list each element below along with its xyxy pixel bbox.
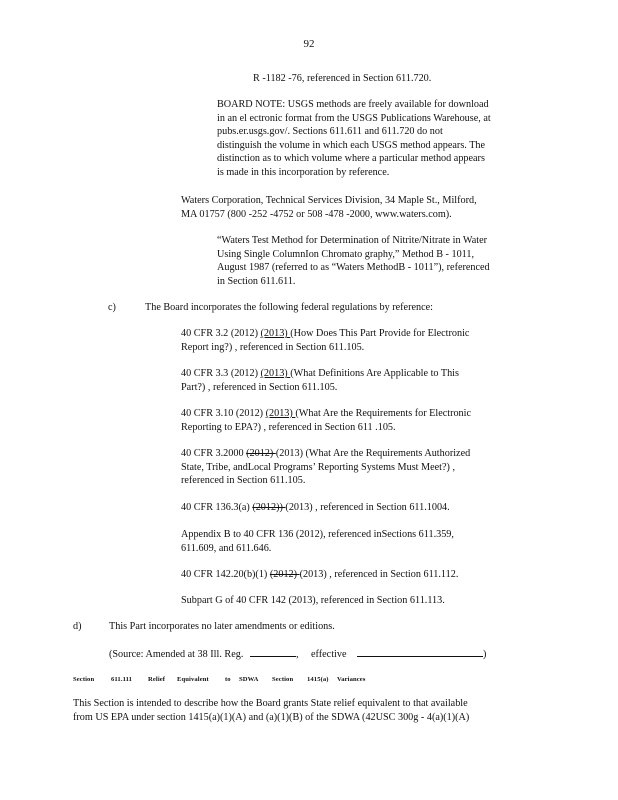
deleted-year: (2012)) bbox=[252, 502, 286, 513]
cfr-ref-appendix-b bbox=[181, 528, 454, 555]
cfr-ref-line: Appendix B to 40 CFR 136 (2012), referenced inSections 611.359, bbox=[181, 529, 454, 540]
effective-date-blank bbox=[357, 646, 483, 657]
cfr-title: (2013) (What Are the Requirements Authorized bbox=[275, 448, 471, 459]
section-heading-sec-num: 1415(a) bbox=[307, 676, 329, 683]
cfr-ref-line: Reporting to EPA?) , referenced in Section 611 .105. bbox=[181, 421, 396, 433]
waters-method-line: in Section 611.611. bbox=[217, 275, 296, 287]
section-body bbox=[73, 697, 469, 724]
cfr-ref-line: Part?) , referenced in Section 611.105. bbox=[181, 381, 338, 393]
cfr-ref-line bbox=[181, 367, 459, 381]
cfr-citation: 40 CFR 3.3 (2012) bbox=[181, 368, 261, 379]
source-note-effective: effective bbox=[311, 649, 347, 660]
board-note-line: in an el ectronic format from the USGS Publications Warehouse, at bbox=[217, 112, 491, 124]
section-body-line: This Section is intended to describe how the Board grants State relief equivalent to that available bbox=[73, 698, 468, 709]
cfr-ref-line: State, Tribe, andLocal Programs’ Reporting Systems Must Meet?) , bbox=[181, 461, 455, 473]
board-note-line: distinction as to which volume where a particular method appears bbox=[217, 153, 485, 164]
source-note-open: (Source: Amended at 38 Ill. Reg. bbox=[109, 649, 244, 660]
source-note-close: ) bbox=[483, 649, 487, 660]
section-body-line: from US EPA under section 1415(a)(1)(A) and (a)(1)(B) of the SDWA (42USC 300g - 4(a)(1)(A) bbox=[73, 711, 470, 723]
item-c-text: The Board incorporates the following federal regulations by reference: bbox=[145, 302, 433, 313]
cfr-title: (What Definitions Are Applicable to This bbox=[290, 368, 459, 379]
cfr-citation: 40 CFR 3.10 (2012) bbox=[181, 408, 266, 419]
waters-corporation-entry bbox=[181, 194, 477, 221]
waters-method-entry bbox=[217, 234, 490, 288]
section-heading-variances: Variances bbox=[337, 676, 366, 683]
cfr-ref-line: Report ing?) , referenced in Section 611.105. bbox=[181, 341, 365, 353]
waters-method-line: August 1987 (referred to as “Waters MethodB - 1011”), referenced bbox=[217, 262, 490, 273]
register-page-blank bbox=[250, 646, 296, 657]
cfr-title: (2013) , referenced in Section 611.1004. bbox=[285, 502, 450, 513]
section-heading-section: Section bbox=[272, 676, 294, 683]
cfr-ref-136-3 bbox=[181, 501, 450, 515]
cfr-citation: 40 CFR 3.2000 bbox=[181, 448, 247, 459]
cfr-ref-subpart-g bbox=[181, 594, 445, 608]
cfr-ref-3-3 bbox=[181, 367, 459, 394]
deleted-year: (2012) bbox=[269, 569, 300, 580]
section-heading-number: 611.111 bbox=[111, 676, 133, 683]
cfr-citation: 40 CFR 3.2 (2012) bbox=[181, 328, 261, 339]
cfr-citation: 40 CFR 136.3(a) bbox=[181, 502, 253, 513]
waters-method-line: “Waters Test Method for Determination of Nitrite/Nitrate in Water bbox=[217, 235, 487, 246]
waters-method-line: Using Single ColumnIon Chromato graphy,” Method B - 1011, bbox=[217, 248, 475, 260]
section-heading-relief: Relief bbox=[148, 676, 166, 683]
item-c-marker: c) bbox=[108, 302, 116, 313]
board-note-line: BOARD NOTE: USGS methods are freely available for download bbox=[217, 99, 489, 110]
cfr-ref-3-2000 bbox=[181, 447, 470, 488]
board-note-line: pubs.er.usgs.gov/. Sections 611.611 and 611.720 do not bbox=[217, 126, 443, 137]
source-note: (Source: Amended at 38 Ill. Reg. , effective ) bbox=[109, 646, 509, 662]
board-note-line: distinguish the volume in which each USGS method appears. The bbox=[217, 139, 486, 151]
board-note-line: is made in this incorporation by reference. bbox=[217, 166, 390, 178]
cfr-ref-line bbox=[181, 407, 471, 421]
inserted-year: (2013) bbox=[260, 368, 291, 379]
cfr-ref-line: Subpart G of 40 CFR 142 (2013), referenced in Section 611.113. bbox=[181, 595, 445, 606]
item-d-marker: d) bbox=[73, 621, 82, 632]
cfr-ref-line bbox=[181, 568, 458, 582]
item-d-text: This Part incorporates no later amendments or editions. bbox=[109, 621, 335, 632]
section-heading-word: Section bbox=[73, 676, 95, 683]
cfr-ref-line bbox=[181, 327, 469, 341]
deleted-year: (2012) bbox=[246, 448, 276, 459]
board-note bbox=[217, 98, 537, 179]
usgs-reference: R -1182 -76, referenced in Section 611.720. bbox=[253, 73, 432, 84]
waters-corporation-line: MA 01757 (800 -252 -4752 or 508 -478 -2000, www.waters.com). bbox=[181, 208, 452, 220]
cfr-title: (How Does This Part Provide for Electronic bbox=[290, 328, 470, 339]
waters-corporation-line: Waters Corporation, Technical Services Division, 34 Maple St., Milford, bbox=[181, 195, 477, 206]
inserted-year: (2013) bbox=[265, 408, 296, 419]
section-heading-to: to bbox=[225, 676, 231, 683]
cfr-ref-line bbox=[181, 447, 470, 461]
section-heading-equivalent: Equivalent bbox=[177, 676, 209, 683]
cfr-ref-line bbox=[181, 501, 450, 515]
page-number: 92 bbox=[303, 38, 315, 50]
cfr-ref-line: 611.609, and 611.646. bbox=[181, 542, 272, 554]
cfr-title: (What Are the Requirements for Electronic bbox=[295, 408, 472, 419]
cfr-ref-3-2 bbox=[181, 327, 469, 354]
section-heading-sdwa: SDWA bbox=[239, 676, 259, 683]
cfr-ref-142-20 bbox=[181, 568, 458, 582]
section-heading bbox=[73, 675, 473, 685]
cfr-ref-3-10 bbox=[181, 407, 471, 434]
cfr-ref-line: referenced in Section 611.105. bbox=[181, 475, 306, 486]
cfr-title: (2013) , referenced in Section 611.112. bbox=[299, 569, 459, 580]
cfr-citation: 40 CFR 142.20(b)(1) bbox=[181, 569, 270, 580]
inserted-year: (2013) bbox=[260, 328, 291, 339]
